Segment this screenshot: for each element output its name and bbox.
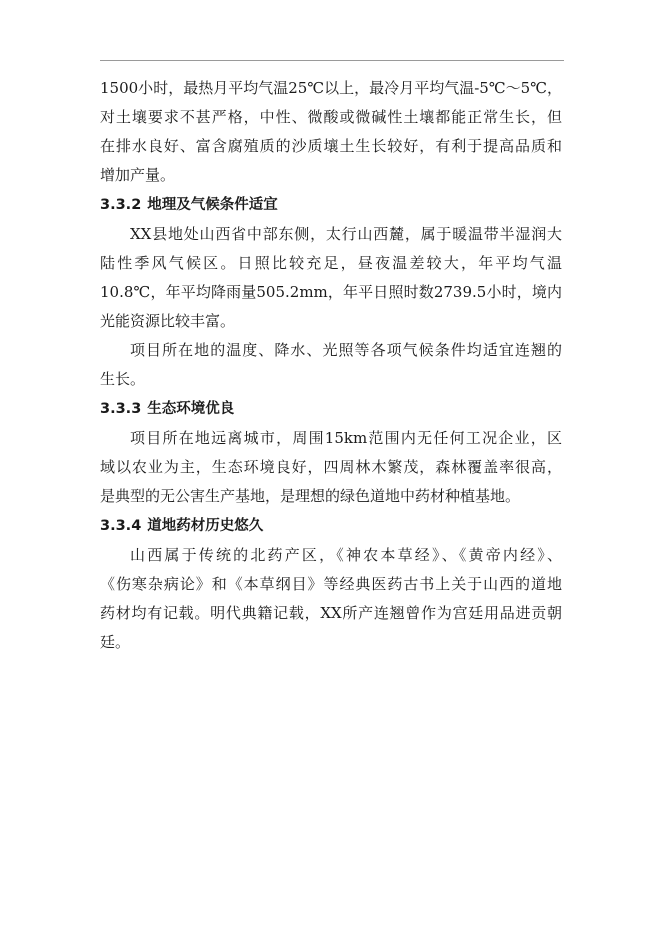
text-line: 是典型的无公害生产基地，是理想的绿色道地中药材种植基地。 — [100, 487, 521, 505]
text-line: 项目所在地远离城市，周围15km范围内无任何工况企业，区 — [130, 429, 562, 447]
section-title: 道地药材历史悠久 — [147, 518, 264, 534]
section-title: 生态环境优良 — [147, 401, 235, 417]
text-line: 廷。 — [100, 633, 131, 651]
section-number: 3.3.2 — [100, 197, 142, 213]
section-number: 3.3.3 — [100, 401, 142, 417]
text-line: 《伤寒杂病论》和《本草纲目》等经典医药古书上关于山西的道地 — [100, 575, 562, 593]
text-line: 山西属于传统的北药产区，《神农本草经》、《黄帝内经》、 — [130, 546, 562, 564]
section-title: 地理及气候条件适宜 — [147, 197, 278, 213]
text-line: 在排水良好、富含腐殖质的沙质壤土生长较好，有利于提高品质和 — [100, 137, 562, 155]
paragraph — [100, 336, 562, 394]
paragraph — [100, 220, 562, 336]
text-line: 10.8℃，年平均降雨量505.2mm，年平日照时数2739.5小时，境内 — [100, 283, 562, 301]
document-body — [100, 74, 562, 657]
text-line: 陆性季风气候区。日照比较充足，昼夜温差较大，年平均气温 — [100, 254, 562, 272]
text-line: 光能资源比较丰富。 — [100, 312, 236, 330]
paragraph — [100, 74, 562, 190]
text-line: XX县地处山西省中部东侧，太行山西麓，属于暖温带半湿润大 — [130, 225, 562, 243]
text-line: 1500小时，最热月平均气温25℃以上，最冷月平均气温-5℃～5℃， — [100, 79, 562, 97]
section-heading — [100, 394, 562, 424]
section-number: 3.3.4 — [100, 518, 142, 534]
section-heading — [100, 511, 562, 541]
paragraph — [100, 541, 562, 657]
text-line: 生长。 — [100, 370, 146, 388]
header-rule — [100, 60, 564, 61]
text-line: 对土壤要求不甚严格，中性、微酸或微碱性土壤都能正常生长，但 — [100, 108, 562, 126]
paragraph — [100, 424, 562, 511]
text-line: 药材均有记载。明代典籍记载，XX所产连翘曾作为宫廷用品进贡朝 — [100, 604, 562, 622]
section-heading — [100, 190, 562, 220]
text-line: 项目所在地的温度、降水、光照等各项气候条件均适宜连翘的 — [130, 341, 562, 359]
text-line: 增加产量。 — [100, 166, 176, 184]
text-line: 域以农业为主，生态环境良好，四周林木繁茂，森林覆盖率很高， — [100, 458, 562, 476]
